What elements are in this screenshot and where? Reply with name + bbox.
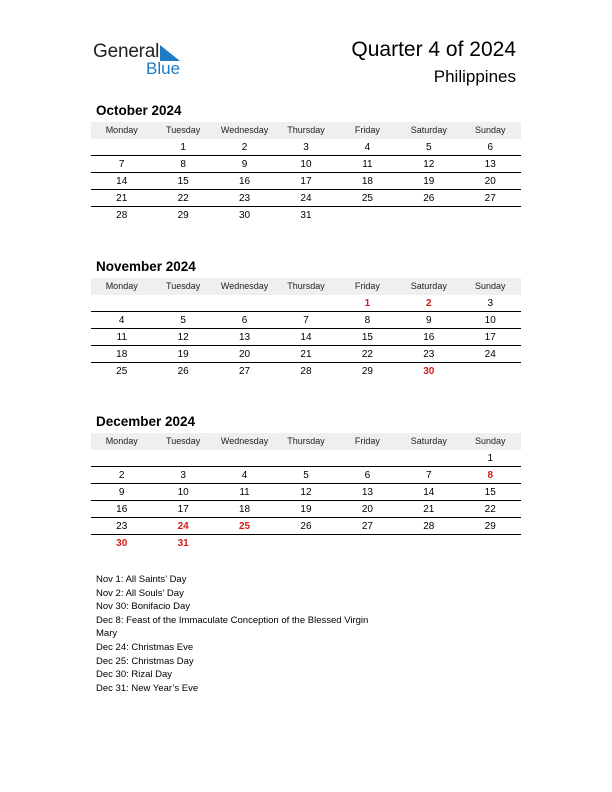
- week-row: [91, 450, 521, 467]
- day-cell: 13: [484, 159, 496, 170]
- day-cell: 12: [300, 487, 312, 498]
- day-cell: 18: [116, 349, 128, 360]
- day-cell: 21: [300, 349, 312, 360]
- holiday-note: Nov 1: All Saints’ Day: [96, 574, 187, 585]
- day-cell: 18: [361, 176, 373, 187]
- week-row: [91, 139, 521, 156]
- day-cell: 8: [180, 159, 186, 170]
- day-cell: 1: [487, 453, 494, 464]
- day-cell: 27: [238, 366, 251, 377]
- weekday-label: Monday: [105, 281, 138, 291]
- day-cell: [275, 535, 336, 552]
- weekday-label: Thursday: [287, 125, 325, 135]
- day-cell: 12: [177, 332, 189, 343]
- day-cell: 13: [361, 487, 373, 498]
- weekday-header-row: [91, 433, 521, 450]
- day-cell: 23: [238, 193, 251, 204]
- day-cell: 4: [241, 470, 248, 481]
- weekday-label: Tuesday: [166, 125, 201, 135]
- weekday-header-row: [91, 278, 521, 295]
- day-cell: 6: [364, 470, 371, 481]
- day-cell: 30: [423, 366, 435, 377]
- day-cell: 10: [484, 315, 496, 326]
- day-cell: 7: [118, 159, 125, 170]
- weekday-header-row: [91, 122, 521, 139]
- month-november: [91, 259, 521, 380]
- day-cell: 14: [116, 176, 128, 187]
- day-cell: 19: [300, 504, 312, 515]
- day-cell: [460, 207, 521, 224]
- week-row: [91, 156, 521, 173]
- day-cell: [214, 535, 275, 552]
- logo-word-blue: Blue: [146, 59, 181, 78]
- day-cell: 19: [177, 349, 189, 360]
- day-cell: 6: [241, 315, 248, 326]
- day-cell: 29: [361, 366, 373, 377]
- day-cell: 17: [177, 504, 189, 515]
- day-cell: 20: [484, 176, 496, 187]
- day-cell: 11: [116, 332, 127, 343]
- week-row: [91, 501, 521, 518]
- day-cell: [152, 295, 213, 311]
- day-cell: 4: [364, 142, 371, 153]
- week-row: [91, 346, 521, 363]
- weekday-label: Sunday: [474, 125, 506, 135]
- day-cell: [398, 207, 459, 224]
- day-cell: 10: [177, 487, 189, 498]
- holiday-notes: [96, 573, 396, 695]
- day-cell: [337, 207, 398, 224]
- day-cell: 9: [426, 315, 432, 326]
- day-cell: 2: [118, 470, 125, 481]
- day-cell: [398, 535, 459, 552]
- day-cell: 27: [484, 193, 496, 204]
- day-cell: 29: [484, 521, 496, 532]
- day-cell: 24: [177, 521, 189, 532]
- day-cell: 3: [303, 142, 309, 153]
- day-cell: 2: [241, 142, 248, 153]
- weekday-label: Sunday: [474, 281, 506, 291]
- day-cell: 1: [364, 298, 371, 309]
- day-cell: 8: [364, 315, 371, 326]
- day-cell: 25: [238, 521, 251, 532]
- day-cell: 25: [116, 366, 128, 377]
- day-cell: 22: [361, 349, 373, 360]
- weekday-label: Tuesday: [166, 281, 201, 291]
- holiday-note: Mary: [96, 628, 118, 640]
- day-cell: [91, 295, 152, 311]
- day-cell: 24: [484, 349, 496, 360]
- day-cell: 8: [487, 470, 494, 481]
- day-cell: 15: [361, 332, 373, 343]
- month-october: [91, 103, 521, 224]
- day-cell: 15: [177, 176, 189, 187]
- holiday-note: Dec 31: New Year’s Eve: [96, 682, 199, 694]
- day-cell: 29: [177, 210, 189, 221]
- day-cell: 5: [303, 470, 309, 481]
- day-cell: 5: [426, 142, 432, 153]
- day-cell: 31: [300, 210, 312, 221]
- day-cell: [91, 450, 152, 466]
- month-title: November 2024: [96, 259, 196, 274]
- day-cell: 30: [238, 210, 251, 221]
- holiday-note: Nov 2: All Souls’ Day: [96, 587, 184, 599]
- weekday-label: Thursday: [287, 436, 325, 446]
- holiday-note: Dec 25: Christmas Day: [96, 655, 194, 667]
- day-cell: 19: [423, 176, 435, 187]
- day-cell: 9: [241, 159, 248, 170]
- day-cell: 28: [116, 210, 128, 221]
- day-cell: 7: [426, 470, 432, 481]
- day-cell: 18: [238, 504, 251, 515]
- day-cell: 22: [177, 193, 189, 204]
- weekday-label: Sunday: [474, 436, 506, 446]
- day-cell: 17: [484, 332, 496, 343]
- weekday-label: Tuesday: [166, 436, 201, 446]
- weekday-label: Saturday: [410, 436, 447, 446]
- week-row: [91, 312, 521, 329]
- day-cell: 26: [423, 193, 435, 204]
- day-cell: [337, 535, 398, 552]
- weekday-label: Monday: [105, 125, 138, 135]
- day-cell: [337, 450, 398, 466]
- day-cell: 14: [423, 487, 435, 498]
- day-cell: 2: [426, 298, 432, 309]
- week-row: [91, 173, 521, 190]
- day-cell: 4: [118, 315, 125, 326]
- day-cell: [460, 363, 521, 380]
- month-title: December 2024: [96, 414, 196, 429]
- week-row: [91, 518, 521, 535]
- day-cell: 22: [484, 504, 496, 515]
- day-cell: 3: [487, 298, 494, 309]
- month-december: [91, 414, 521, 552]
- day-cell: 5: [180, 315, 186, 326]
- country-name: Philippines: [433, 67, 516, 86]
- page-title: Quarter 4 of 2024: [351, 38, 516, 61]
- weekday-label: Wednesday: [220, 281, 269, 291]
- logo-word-general: General: [93, 41, 160, 62]
- day-cell: 1: [180, 142, 186, 153]
- day-cell: [214, 450, 275, 466]
- week-row: [91, 535, 521, 552]
- weekday-label: Wednesday: [220, 125, 269, 135]
- week-row: [91, 363, 521, 380]
- day-cell: 12: [423, 159, 435, 170]
- month-title: October 2024: [96, 103, 182, 118]
- day-cell: 16: [116, 504, 128, 515]
- week-row: [91, 207, 521, 224]
- holiday-note: Dec 8: Feast of the Immaculate Conception of the Blessed Virgin: [96, 614, 369, 626]
- day-cell: 27: [361, 521, 373, 532]
- day-cell: 3: [180, 470, 186, 481]
- day-cell: 24: [300, 193, 312, 204]
- day-cell: 23: [116, 521, 128, 532]
- week-row: [91, 329, 521, 346]
- holiday-note: Nov 30: Bonifacio Day: [96, 601, 190, 613]
- day-cell: 16: [238, 176, 251, 187]
- day-cell: 20: [238, 349, 251, 360]
- day-cell: [152, 450, 213, 466]
- day-cell: 21: [423, 504, 435, 515]
- day-cell: 14: [300, 332, 312, 343]
- day-cell: [398, 450, 459, 466]
- day-cell: 30: [116, 538, 128, 549]
- weekday-label: Friday: [354, 281, 380, 291]
- day-cell: [214, 295, 275, 311]
- weekday-label: Saturday: [410, 281, 447, 291]
- week-row: [91, 484, 521, 501]
- weekday-label: Friday: [354, 436, 380, 446]
- day-cell: [460, 535, 521, 552]
- day-cell: 10: [300, 159, 312, 170]
- day-cell: 13: [238, 332, 251, 343]
- week-row: [91, 190, 521, 207]
- day-cell: 23: [423, 349, 435, 360]
- day-cell: 21: [116, 193, 128, 204]
- weekday-label: Monday: [105, 436, 138, 446]
- day-cell: [91, 139, 152, 155]
- day-cell: [275, 450, 336, 466]
- day-cell: 16: [423, 332, 435, 343]
- day-cell: 20: [361, 504, 373, 515]
- day-cell: 31: [177, 538, 189, 549]
- day-cell: 11: [239, 487, 250, 498]
- day-cell: 6: [487, 142, 494, 153]
- holiday-note: Dec 24: Christmas Eve: [96, 641, 194, 653]
- day-cell: 11: [362, 159, 373, 170]
- day-cell: 9: [118, 487, 125, 498]
- day-cell: 15: [484, 487, 496, 498]
- weekday-label: Thursday: [287, 281, 325, 291]
- week-row: [91, 467, 521, 484]
- weekday-label: Wednesday: [220, 436, 269, 446]
- day-cell: 28: [300, 366, 312, 377]
- day-cell: 28: [423, 521, 435, 532]
- day-cell: 17: [300, 176, 312, 187]
- day-cell: 25: [361, 193, 373, 204]
- weekday-label: Friday: [354, 125, 380, 135]
- day-cell: 26: [300, 521, 312, 532]
- brand-logo: [93, 41, 193, 81]
- day-cell: 7: [303, 315, 309, 326]
- holiday-note: Dec 30: Rizal Day: [96, 669, 173, 681]
- weekday-label: Saturday: [410, 125, 447, 135]
- day-cell: [275, 295, 336, 311]
- day-cell: 26: [177, 366, 189, 377]
- week-row: [91, 295, 521, 312]
